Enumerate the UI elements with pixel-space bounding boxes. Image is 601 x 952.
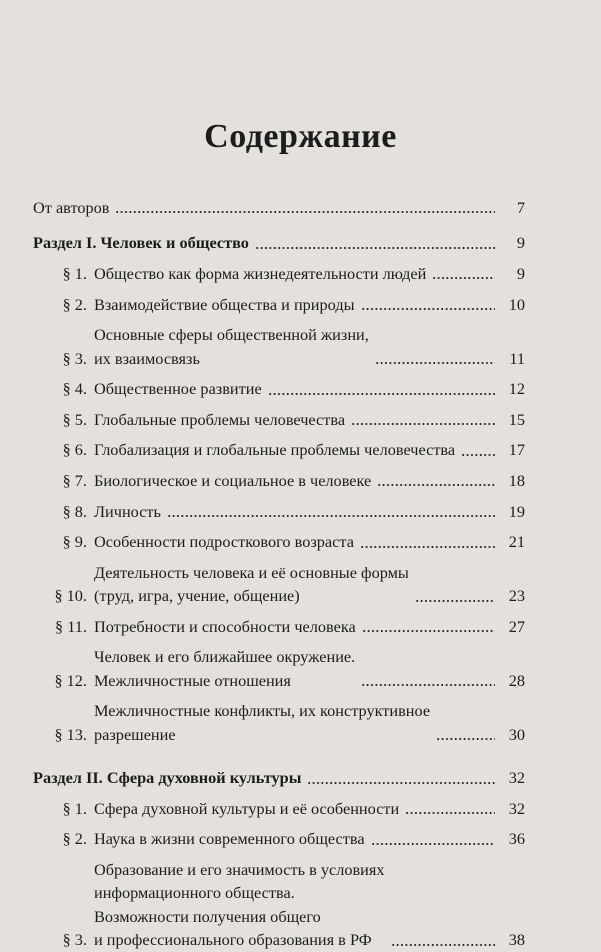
entry-line: Особенности подросткового возраста <box>94 532 354 552</box>
entry-title <box>94 469 371 492</box>
entry-title <box>94 561 409 608</box>
entry-line: Биологическое и социальное в человеке <box>94 470 372 490</box>
dot-leader <box>371 842 495 846</box>
entry-number: § 2. <box>62 294 87 314</box>
entry-line: Общественное развитие <box>94 379 262 399</box>
entry-title <box>94 530 354 553</box>
toc-entry[interactable] <box>33 262 525 285</box>
page-title: Содержание <box>204 118 397 155</box>
entry-page: 38 <box>508 930 525 950</box>
toc-entry[interactable] <box>33 561 525 608</box>
toc-entry[interactable] <box>33 615 525 638</box>
entry-line: Возможности получения общего <box>94 906 321 926</box>
dot-leader <box>167 514 495 518</box>
entry-line: Взаимодействие общества и природы <box>94 294 355 314</box>
toc-entry-intro[interactable] <box>33 196 525 219</box>
entry-line: Человек и его ближайшее окружение. <box>94 647 356 667</box>
dot-leader <box>361 683 495 687</box>
dot-leader <box>362 629 495 633</box>
entry-line: разрешение <box>94 724 176 744</box>
toc-entry[interactable] <box>33 645 525 692</box>
entry-page: 21 <box>508 532 525 552</box>
dot-leader <box>268 392 495 396</box>
entry-title <box>94 438 455 461</box>
entry-number: § 7. <box>62 470 87 490</box>
toc-entry[interactable] <box>33 293 525 316</box>
toc-entry[interactable] <box>33 438 525 461</box>
section-gap <box>33 746 525 766</box>
entry-page: 27 <box>508 616 525 636</box>
dot-leader <box>405 811 495 815</box>
entry-line: Сфера духовной культуры и её особенности <box>94 798 400 818</box>
toc-entry[interactable] <box>33 469 525 492</box>
entry-number: § 13. <box>54 724 87 744</box>
toc-section-heading[interactable] <box>33 766 525 789</box>
entry-number: § 8. <box>62 501 87 521</box>
entry-number: § 10. <box>54 586 87 606</box>
entry-line: Общество как форма жизнедеятельности людей <box>94 264 427 283</box>
dot-leader <box>255 246 495 250</box>
entry-page: 30 <box>508 724 525 744</box>
dot-leader <box>360 545 495 549</box>
dot-leader <box>361 307 495 311</box>
entry-page: 12 <box>508 379 525 399</box>
dot-leader <box>115 210 495 214</box>
entry-line: Глобализация и глобальные проблемы человечества <box>94 440 456 460</box>
entry-number: § 6. <box>62 440 87 460</box>
entry-line: информационного общества. <box>94 883 295 903</box>
entry-page: 15 <box>508 409 525 429</box>
entry-title <box>94 323 369 370</box>
entry-line: Потребности и способности человека <box>94 616 356 636</box>
toc-section-heading[interactable] <box>33 231 525 254</box>
entry-page: 32 <box>508 798 525 818</box>
entry-line: Межличностные конфликты, их конструктивное <box>94 701 431 721</box>
entry-page: 23 <box>508 586 525 606</box>
section-page: 9 <box>516 233 525 253</box>
entry-line: (труд, игра, учение, общение) <box>94 586 300 606</box>
dot-leader <box>351 422 495 426</box>
dot-leader <box>436 737 495 741</box>
entry-title <box>94 408 345 431</box>
entry-line: Наука в жизни современного общества <box>94 829 365 849</box>
toc-entry[interactable] <box>33 530 525 553</box>
entry-label: От авторов <box>33 198 110 217</box>
table-of-contents <box>33 196 525 952</box>
entry-line: Основные сферы общественной жизни, <box>94 325 369 345</box>
dot-leader <box>377 483 495 487</box>
entry-page: 11 <box>509 348 525 368</box>
entry-page: 36 <box>508 829 525 849</box>
entry-title <box>94 377 262 400</box>
dot-leader <box>415 599 495 603</box>
entry-page: 28 <box>508 670 525 690</box>
entry-title <box>94 797 399 820</box>
toc-entry[interactable] <box>33 500 525 523</box>
toc-entry[interactable] <box>33 377 525 400</box>
toc-entry[interactable] <box>33 797 525 820</box>
section-label: Раздел I. Человек и общество <box>33 233 249 253</box>
dot-leader <box>461 453 495 457</box>
entry-page: 10 <box>508 294 525 314</box>
entry-page: 7 <box>516 198 525 217</box>
entry-line: Глобальные проблемы человечества <box>94 409 346 429</box>
entry-line: Деятельность человека и её основные формы <box>94 562 409 582</box>
entry-number: § 3. <box>62 348 87 368</box>
entry-number: § 1. <box>62 264 87 283</box>
entry-title <box>94 645 355 692</box>
entry-title <box>94 858 385 952</box>
toc-entry[interactable] <box>33 408 525 431</box>
entry-line: и профессионального образования в РФ <box>94 930 372 950</box>
entry-number: § 9. <box>62 532 87 552</box>
entry-page: 9 <box>516 264 525 283</box>
entry-number: § 11. <box>55 616 87 636</box>
dot-leader <box>391 943 495 947</box>
entry-number: § 5. <box>62 409 87 429</box>
entry-number: § 4. <box>62 379 87 399</box>
section-label: Раздел II. Сфера духовной культуры <box>33 768 302 788</box>
entry-page: 18 <box>508 470 525 490</box>
toc-entry[interactable] <box>33 323 525 370</box>
section-gap <box>33 219 525 231</box>
entry-title <box>94 827 365 850</box>
entry-title <box>94 262 426 285</box>
entry-number: § 1. <box>62 798 87 818</box>
entry-line: Личность <box>94 501 161 521</box>
toc-entry[interactable] <box>33 858 525 952</box>
entry-line: их взаимосвязь <box>94 348 200 368</box>
section-page: 32 <box>508 768 525 788</box>
dot-leader <box>432 276 495 280</box>
entry-title <box>94 699 430 746</box>
entry-page: 17 <box>508 440 525 460</box>
entry-title <box>94 293 355 316</box>
entry-title <box>94 615 356 638</box>
dot-leader <box>307 781 495 785</box>
entry-number: § 12. <box>54 670 87 690</box>
entry-title <box>94 500 161 523</box>
entry-number: § 2. <box>62 829 87 849</box>
entry-line: Межличностные отношения <box>94 670 291 690</box>
toc-entry[interactable] <box>33 827 525 850</box>
entry-page: 19 <box>508 501 525 521</box>
toc-entry[interactable] <box>33 699 525 746</box>
dot-leader <box>375 361 495 365</box>
entry-line: Образование и его значимость в условиях <box>94 859 385 879</box>
entry-number: § 3. <box>62 930 87 950</box>
